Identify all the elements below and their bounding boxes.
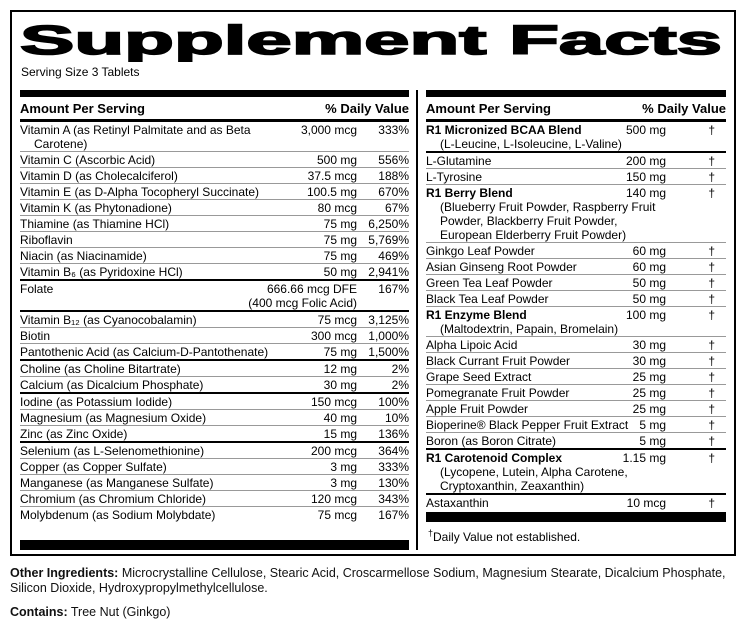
- left-column: [20, 90, 416, 550]
- ingredient-daily-value: †: [708, 186, 715, 200]
- table-row-main: [426, 244, 726, 258]
- ingredient-name: Boron (as Boron Citrate): [426, 434, 557, 448]
- table-row-main: [426, 338, 726, 352]
- ingredient-name: Apple Fruit Powder: [426, 402, 529, 416]
- ingredient-name: Magnesium (as Magnesium Oxide): [20, 411, 207, 425]
- footnote: [426, 522, 726, 544]
- table-row: [20, 122, 409, 152]
- ingredient-amount: 5 mg: [639, 418, 666, 432]
- ingredient-daily-value: †: [708, 260, 715, 274]
- table-row: [20, 491, 409, 507]
- ingredient-amount: 140 mg: [625, 186, 666, 200]
- ingredient-amount: 75 mg: [323, 217, 357, 231]
- ingredient-daily-value: †: [708, 276, 715, 290]
- ingredient-name: Vitamin C (Ascorbic Acid): [20, 153, 156, 167]
- ingredient-daily-value: 167%: [378, 282, 409, 296]
- table-row: [426, 337, 726, 353]
- sub-ingredients: (Blueberry Fruit Powder, Raspberry Fruit: [440, 200, 656, 214]
- ingredient-daily-value: 10%: [384, 411, 409, 425]
- ingredient-name: Chromium (as Chromium Chloride): [20, 492, 207, 506]
- ingredient-name: Thiamine (as Thiamine HCl): [20, 217, 170, 231]
- ingredient-daily-value: †: [708, 418, 715, 432]
- table-row-main: [20, 217, 409, 231]
- ingredient-amount: 50 mg: [632, 276, 666, 290]
- ingredient-name: R1 Micronized BCAA Blend: [426, 123, 582, 137]
- ingredient-amount: 25 mg: [632, 370, 666, 384]
- ingredient-daily-value: 67%: [384, 201, 409, 215]
- table-row: [426, 275, 726, 291]
- ingredient-daily-value: †: [708, 244, 715, 258]
- ingredient-name: Vitamin B₆ (as Pyridoxine HCl): [20, 265, 183, 279]
- table-row-main: [20, 185, 409, 199]
- ingredient-name: Vitamin E (as D-Alpha Tocopheryl Succinate): [20, 185, 260, 199]
- table-row-main: [20, 476, 409, 490]
- table-row: [426, 169, 726, 185]
- ingredient-amount: 3 mg: [330, 476, 357, 490]
- sub-ingredients: Powder, Blackberry Fruit Powder,: [440, 214, 618, 228]
- ingredient-name: Green Tea Leaf Powder: [426, 276, 553, 290]
- ingredient-amount: 80 mcg: [317, 201, 357, 215]
- table-row: [426, 433, 726, 450]
- sub-ingredients: (Maltodextrin, Papain, Bromelain): [440, 322, 619, 336]
- ingredient-amount: 5 mg: [639, 434, 666, 448]
- table-row-main: [426, 434, 726, 448]
- table-row: [20, 312, 409, 328]
- table-row: [20, 361, 409, 377]
- table-row-main: [426, 370, 726, 384]
- daily-value-header-label: % Daily Value: [642, 101, 726, 116]
- ingredient-amount: 30 mg: [632, 354, 666, 368]
- table-row: [426, 495, 726, 510]
- ingredient-amount: 40 mg: [323, 411, 357, 425]
- ingredient-name: Asian Ginseng Root Powder: [426, 260, 577, 274]
- ingredient-daily-value: †: [708, 434, 715, 448]
- ingredient-amount: 100 mg: [625, 308, 666, 322]
- table-row: [426, 353, 726, 369]
- ingredient-daily-value: †: [708, 451, 715, 465]
- contains-text: Tree Nut (Ginkgo): [67, 605, 171, 619]
- ingredient-daily-value: 167%: [378, 508, 409, 522]
- table-row-main: [426, 292, 726, 306]
- table-row: [20, 248, 409, 264]
- table-row-main: [20, 378, 409, 392]
- table-row: [20, 377, 409, 394]
- ingredient-amount: 25 mg: [632, 402, 666, 416]
- ingredient-amount: 100.5 mg: [306, 185, 357, 199]
- sub-ingredients: Cryptoxanthin, Zeaxanthin): [440, 479, 585, 493]
- ingredient-name: Molybdenum (as Sodium Molybdate): [20, 508, 216, 522]
- ingredient-name: Vitamin D (as Cholecalciferol): [20, 169, 178, 183]
- table-row-main: [20, 444, 409, 458]
- ingredient-daily-value: †: [708, 402, 715, 416]
- ingredient-daily-value: 5,769%: [368, 233, 409, 247]
- table-row-main: [426, 154, 726, 168]
- ingredient-name: Biotin: [20, 329, 51, 343]
- ingredient-amount: 500 mg: [625, 123, 666, 137]
- table-row-main: [20, 395, 409, 409]
- ingredient-name: Black Currant Fruit Powder: [426, 354, 571, 368]
- ingredient-daily-value: 1,500%: [368, 345, 409, 359]
- ingredient-amount: 75 mg: [323, 233, 357, 247]
- ingredient-name: Manganese (as Manganese Sulfate): [20, 476, 214, 490]
- daily-value-header-label: % Daily Value: [325, 101, 409, 116]
- table-row: [20, 232, 409, 248]
- ingredient-name: Alpha Lipoic Acid: [426, 338, 518, 352]
- table-row-main: [20, 362, 409, 376]
- ingredient-amount: 30 mg: [632, 338, 666, 352]
- left-column-rows: [20, 122, 409, 522]
- ingredient-daily-value: 556%: [378, 153, 409, 167]
- ingredient-amount: 1.15 mg: [622, 451, 666, 465]
- ingredient-name: Selenium (as L-Selenomethionine): [20, 444, 205, 458]
- ingredient-name: Calcium (as Dicalcium Phosphate): [20, 378, 204, 392]
- ingredient-daily-value: 188%: [378, 169, 409, 183]
- ingredient-name: Riboflavin: [20, 233, 73, 247]
- table-row: [426, 401, 726, 417]
- ingredient-daily-value: †: [708, 386, 715, 400]
- table-row-main: [20, 265, 409, 279]
- table-row-main: [426, 186, 726, 200]
- table-row: [20, 216, 409, 232]
- table-row: [426, 122, 726, 153]
- label-title: Supplement Facts: [20, 18, 722, 62]
- ingredient-name: Astaxanthin: [426, 496, 489, 510]
- table-row-main: [20, 411, 409, 425]
- ingredient-amount: 3 mg: [330, 460, 357, 474]
- ingredient-daily-value: †: [708, 354, 715, 368]
- table-row: [426, 243, 726, 259]
- ingredient-daily-value: 1,000%: [368, 329, 409, 343]
- ingredient-name: Choline (as Choline Bitartrate): [20, 362, 181, 376]
- other-ingredients-label: Other Ingredients:: [10, 566, 119, 580]
- table-row: [426, 369, 726, 385]
- ingredient-daily-value: 2,941%: [368, 265, 409, 279]
- supplement-label: [10, 10, 736, 556]
- ingredient-amount: 15 mg: [323, 427, 357, 441]
- ingredient-amount: 30 mg: [323, 378, 357, 392]
- ingredient-amount: 200 mg: [625, 154, 666, 168]
- facts-table: [20, 90, 726, 550]
- sub-ingredients: (L-Leucine, L-Isoleucine, L-Valine): [440, 137, 622, 151]
- bottom-bar: [20, 540, 409, 550]
- ingredient-name: Ginkgo Leaf Powder: [426, 244, 535, 258]
- ingredient-daily-value: 6,250%: [368, 217, 409, 231]
- table-row: [20, 344, 409, 361]
- top-bar: [20, 90, 409, 97]
- ingredient-daily-value: 2%: [391, 378, 409, 392]
- table-row-main: [20, 169, 409, 183]
- table-row: [426, 259, 726, 275]
- ingredient-name: Iodine (as Potassium Iodide): [20, 395, 173, 409]
- table-row: [426, 307, 726, 337]
- ingredient-amount: 50 mg: [323, 265, 357, 279]
- table-row: [20, 184, 409, 200]
- table-row: [20, 328, 409, 344]
- ingredient-name: Niacin (as Niacinamide): [20, 249, 147, 263]
- amount-header-label: Amount Per Serving: [20, 101, 145, 116]
- ingredient-name: Copper (as Copper Sulfate): [20, 460, 167, 474]
- table-row-main: [20, 329, 409, 343]
- ingredient-amount: 75 mcg: [317, 508, 357, 522]
- ingredient-amount: 50 mg: [632, 292, 666, 306]
- table-row-main: [426, 386, 726, 400]
- table-row-main: [20, 249, 409, 263]
- ingredient-daily-value: †: [708, 170, 715, 184]
- ingredient-name: Vitamin K (as Phytonadione): [20, 201, 172, 215]
- table-row-main: [426, 123, 726, 137]
- ingredient-daily-value: 333%: [378, 460, 409, 474]
- ingredient-daily-value: †: [708, 496, 715, 510]
- table-row: [20, 200, 409, 216]
- table-row: [426, 185, 726, 243]
- table-row-main: [426, 496, 726, 510]
- ingredient-name: L-Glutamine: [426, 154, 492, 168]
- ingredient-name: R1 Enzyme Blend: [426, 308, 527, 322]
- table-row-main: [20, 233, 409, 247]
- ingredient-daily-value: 333%: [378, 123, 409, 137]
- ingredient-daily-value: 3,125%: [368, 313, 409, 327]
- ingredient-daily-value: 2%: [391, 362, 409, 376]
- ingredient-daily-value: 130%: [378, 476, 409, 490]
- table-row: [20, 394, 409, 410]
- table-row-main: [426, 354, 726, 368]
- ingredient-amount: 60 mg: [632, 260, 666, 274]
- table-row: [20, 443, 409, 459]
- serving-size: Serving Size 3 Tablets: [21, 65, 140, 79]
- ingredient-daily-value: †: [708, 154, 715, 168]
- right-column-rows: [426, 122, 726, 510]
- table-row: [20, 152, 409, 168]
- ingredient-daily-value: †: [708, 308, 715, 322]
- bottom-bar: [426, 512, 726, 522]
- table-row-main: [426, 418, 726, 432]
- ingredient-amount: 10 mcg: [626, 496, 666, 510]
- ingredient-name: Vitamin A (as Retinyl Palmitate and as Beta Carotene): [20, 123, 251, 151]
- ingredient-name: Folate: [20, 282, 54, 296]
- ingredient-amount: 200 mcg: [310, 444, 357, 458]
- ingredient-daily-value: 100%: [378, 395, 409, 409]
- table-row-main: [426, 308, 726, 322]
- ingredient-amount: 12 mg: [323, 362, 357, 376]
- ingredient-amount: 3,000 mcg: [300, 123, 357, 137]
- table-row: [20, 168, 409, 184]
- table-row-main: [20, 201, 409, 215]
- ingredient-name: Vitamin B₁₂ (as Cyanocobalamin): [20, 313, 197, 327]
- ingredient-daily-value: 670%: [378, 185, 409, 199]
- amount-header-label: Amount Per Serving: [426, 101, 551, 116]
- contains-statement: [10, 605, 738, 620]
- ingredient-amount: 25 mg: [632, 386, 666, 400]
- sub-ingredients: (Lycopene, Lutein, Alpha Carotene,: [440, 465, 628, 479]
- ingredient-daily-value: 343%: [378, 492, 409, 506]
- ingredient-amount: 500 mg: [316, 153, 357, 167]
- table-row-main: [20, 123, 409, 151]
- table-row: [426, 417, 726, 433]
- table-row-main: [426, 170, 726, 184]
- right-column: [416, 90, 726, 550]
- ingredient-daily-value: †: [708, 370, 715, 384]
- contains-label: Contains:: [10, 605, 68, 619]
- table-row: [20, 410, 409, 426]
- top-bar: [426, 90, 726, 97]
- label-header: [12, 12, 734, 79]
- table-row-main: [426, 276, 726, 290]
- ingredient-amount: 150 mcg: [310, 395, 357, 409]
- table-row-main: [426, 451, 726, 465]
- ingredient-daily-value: 364%: [378, 444, 409, 458]
- table-row-main: [20, 282, 409, 310]
- ingredient-daily-value: †: [708, 338, 715, 352]
- ingredient-amount: 75 mcg: [317, 313, 357, 327]
- table-row-main: [20, 460, 409, 474]
- table-row-main: [20, 345, 409, 359]
- ingredient-amount-line2: (400 mcg Folic Acid): [248, 296, 357, 310]
- other-ingredients-text: Microcrystalline Cellulose, Stearic Acid, Croscarmellose Sodium, Magnesium Stearate, Dicalcium Phosphate, Silicon Dioxide, Hydroxypropylmethylcellulose.: [10, 566, 726, 595]
- dagger-symbol: †: [428, 528, 434, 538]
- table-row: [20, 507, 409, 522]
- ingredient-amount: 150 mg: [625, 170, 666, 184]
- ingredient-name: Zinc (as Zinc Oxide): [20, 427, 128, 441]
- ingredient-amount: 60 mg: [632, 244, 666, 258]
- ingredient-name: Grape Seed Extract: [426, 370, 532, 384]
- sub-ingredients: European Elderberry Fruit Powder): [440, 228, 627, 242]
- ingredient-name: Black Tea Leaf Powder: [426, 292, 549, 306]
- ingredient-amount: 300 mcg: [310, 329, 357, 343]
- ingredient-amount: 75 mg: [323, 249, 357, 263]
- below-label-text: [10, 566, 738, 620]
- table-row-main: [20, 153, 409, 167]
- ingredient-daily-value: †: [708, 292, 715, 306]
- table-row-main: [426, 260, 726, 274]
- table-row: [426, 153, 726, 169]
- ingredient-amount: 75 mg: [323, 345, 357, 359]
- ingredient-daily-value: 136%: [378, 427, 409, 441]
- ingredient-daily-value: 469%: [378, 249, 409, 263]
- ingredient-name: R1 Berry Blend: [426, 186, 513, 200]
- table-row: [426, 385, 726, 401]
- ingredient-daily-value: †: [708, 123, 715, 137]
- label-title-graphic: [20, 18, 726, 62]
- table-row-main: [20, 492, 409, 506]
- ingredient-amount: 37.5 mcg: [307, 169, 357, 183]
- table-row: [20, 264, 409, 281]
- ingredient-name: R1 Carotenoid Complex: [426, 451, 563, 465]
- ingredient-amount: 666.66 mcg DFE (400 mcg Folic Acid): [248, 282, 357, 310]
- ingredient-name: Pantothenic Acid (as Calcium-D-Pantothenate): [20, 345, 269, 359]
- column-header: [20, 97, 409, 122]
- table-row-main: [426, 402, 726, 416]
- ingredient-amount: 120 mcg: [310, 492, 357, 506]
- table-row: [426, 291, 726, 307]
- table-row: [20, 459, 409, 475]
- table-row-main: [20, 427, 409, 441]
- table-row-main: [20, 313, 409, 327]
- table-row: [20, 475, 409, 491]
- ingredient-name: Bioperine® Black Pepper Fruit Extract: [426, 418, 629, 432]
- table-row-main: [20, 508, 409, 522]
- table-row: [20, 281, 409, 312]
- column-header: [426, 97, 726, 122]
- table-row: [20, 426, 409, 443]
- table-row: [426, 450, 726, 495]
- other-ingredients: [10, 566, 738, 596]
- ingredient-name: Pomegranate Fruit Powder: [426, 386, 570, 400]
- footnote-text: Daily Value not established.: [433, 530, 581, 544]
- ingredient-name: L-Tyrosine: [426, 170, 483, 184]
